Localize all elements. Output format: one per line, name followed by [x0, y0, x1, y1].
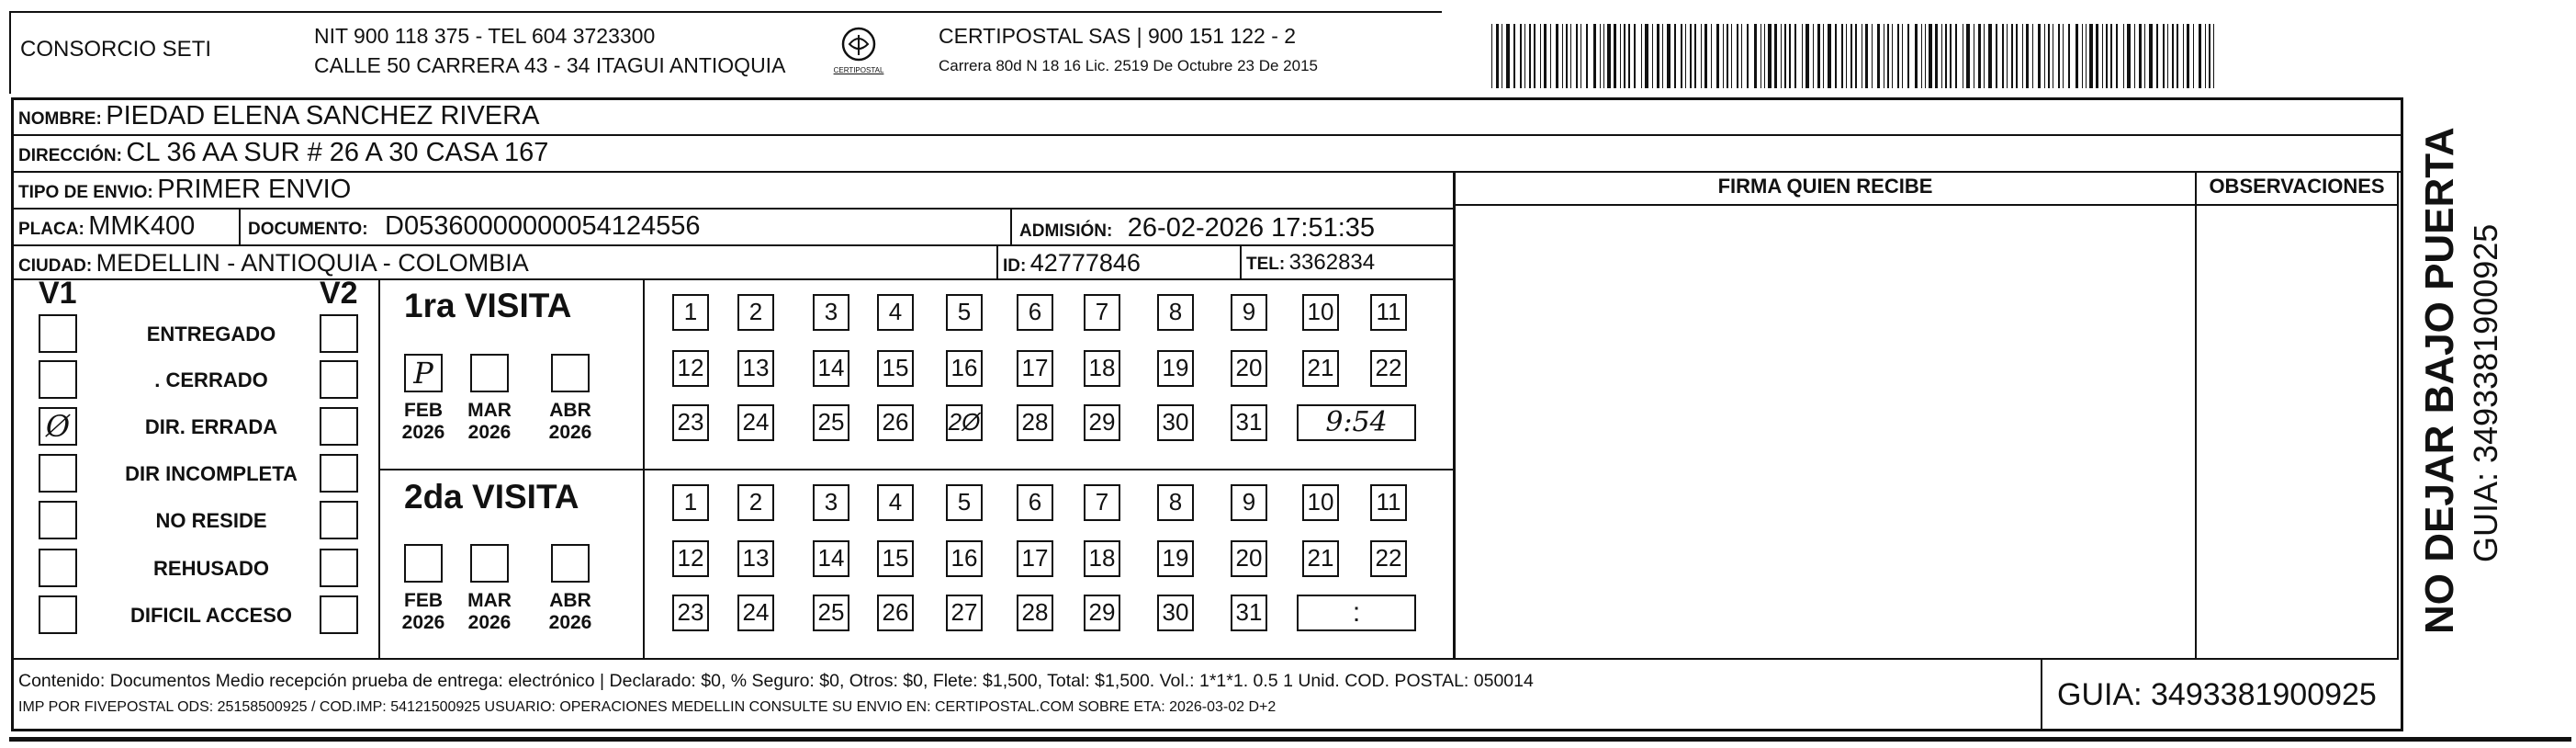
- admission-field: [1019, 208, 1375, 244]
- day-box[interactable]: 17: [1017, 540, 1053, 577]
- day-box[interactable]: 23: [672, 404, 709, 441]
- day-box[interactable]: 1: [672, 294, 709, 331]
- day-box[interactable]: 12: [672, 350, 709, 387]
- day-box[interactable]: 15: [877, 350, 914, 387]
- day-box[interactable]: 2: [737, 294, 774, 331]
- month-label: [395, 400, 452, 444]
- logo-text: CERTIPOSTAL: [833, 66, 884, 74]
- side-guia: GUIA: 3493381900925: [2467, 223, 2504, 562]
- day-box[interactable]: 24: [737, 404, 774, 441]
- status-option-label: NO RESIDE: [155, 509, 267, 532]
- footer-guia: GUIA: 3493381900925: [2057, 677, 2377, 712]
- id-label: ID:: [1003, 256, 1027, 276]
- footer-line2: IMP POR FIVEPOSTAL ODS: 25158500925 / COD.IMP: 54121500925 USUARIO: OPERACIONES MEDELLIN CONSULTE SU ENVIO EN: CERTIPOSTAL.COM SOBRE ETA: 2026-03-02 D+2: [18, 699, 1277, 715]
- day-box[interactable]: 2: [737, 484, 774, 521]
- day-box[interactable]: 20: [1231, 540, 1267, 577]
- day-box[interactable]: 22: [1370, 350, 1407, 387]
- v2-checkbox[interactable]: [320, 360, 358, 399]
- carrier-line: CERTIPOSTAL SAS | 900 151 122 - 2: [939, 24, 1297, 48]
- month-checkbox[interactable]: [470, 544, 509, 583]
- v2-checkbox[interactable]: [320, 501, 358, 539]
- month-checkbox[interactable]: [470, 354, 509, 392]
- day-box[interactable]: 18: [1084, 540, 1120, 577]
- day-box[interactable]: 3: [813, 294, 849, 331]
- month-year: 2026: [467, 612, 512, 633]
- observations-area[interactable]: [2198, 206, 2396, 656]
- day-box[interactable]: 5: [946, 484, 983, 521]
- day-box[interactable]: 30: [1157, 595, 1194, 631]
- name-field: [18, 97, 539, 134]
- document-field: [248, 208, 701, 244]
- month-label: [395, 590, 452, 634]
- month-name: ABR: [549, 400, 591, 421]
- month-name: MAR: [467, 400, 512, 421]
- document-label: DOCUMENTO:: [248, 220, 368, 239]
- month-name: MAR: [467, 590, 512, 611]
- day-box[interactable]: 29: [1084, 595, 1120, 631]
- visit1-title: 1ra VISITA: [404, 287, 572, 324]
- day-box[interactable]: 12: [672, 540, 709, 577]
- day-box[interactable]: 15: [877, 540, 914, 577]
- plate-field: [18, 208, 195, 244]
- admission-value: 26-02-2026 17:51:35: [1127, 213, 1376, 243]
- day-box[interactable]: 28: [1017, 595, 1053, 631]
- status-option-label: . CERRADO: [154, 368, 268, 391]
- day-box[interactable]: 6: [1017, 294, 1053, 331]
- day-box[interactable]: 27: [946, 595, 983, 631]
- month-label: [542, 400, 599, 444]
- id-field: [1003, 244, 1141, 278]
- recipient-name: PIEDAD ELENA SANCHEZ RIVERA: [106, 101, 540, 130]
- day-box[interactable]: 26: [877, 595, 914, 631]
- v2-checkbox[interactable]: [320, 454, 358, 493]
- address-label: DIRECCIÓN:: [18, 146, 122, 165]
- day-box[interactable]: 17: [1017, 350, 1053, 387]
- v1-checkbox[interactable]: Ø: [39, 407, 77, 446]
- month-year: 2026: [401, 612, 445, 633]
- city-field: [18, 244, 529, 278]
- month-year: 2026: [548, 422, 592, 443]
- type-field: [18, 171, 351, 208]
- month-checkbox[interactable]: [404, 544, 443, 583]
- day-box[interactable]: 11: [1370, 484, 1407, 521]
- day-box[interactable]: 2Ø: [946, 404, 983, 441]
- license-line: Carrera 80d N 18 16 Lic. 2519 De Octubre 23 De 2015: [939, 57, 1318, 74]
- month-checkbox[interactable]: P: [404, 354, 443, 392]
- month-year: 2026: [467, 422, 512, 443]
- day-box[interactable]: 9: [1231, 484, 1267, 521]
- v1-header: V1: [39, 276, 77, 311]
- address-field: [18, 134, 548, 171]
- month-checkbox[interactable]: [551, 354, 590, 392]
- admission-label: ADMISIÓN:: [1019, 221, 1113, 241]
- document-value: D05360000000054124556: [385, 211, 701, 241]
- day-box[interactable]: 13: [737, 540, 774, 577]
- day-box[interactable]: 10: [1302, 484, 1339, 521]
- day-box[interactable]: 4: [877, 484, 914, 521]
- v2-header: V2: [320, 276, 358, 311]
- day-box[interactable]: 14: [813, 540, 849, 577]
- nit-line: NIT 900 118 375 - TEL 604 3723300: [314, 24, 656, 48]
- day-box[interactable]: 29: [1084, 404, 1120, 441]
- address-line: CALLE 50 CARRERA 43 - 34 ITAGUI ANTIOQUIA: [314, 53, 786, 77]
- tel-field: [1246, 244, 1375, 278]
- day-box[interactable]: 22: [1370, 540, 1407, 577]
- day-box[interactable]: 13: [737, 350, 774, 387]
- day-box[interactable]: 7: [1084, 484, 1120, 521]
- recipient-address: CL 36 AA SUR # 26 A 30 CASA 167: [126, 138, 549, 167]
- month-label: [461, 400, 518, 444]
- day-box[interactable]: 7: [1084, 294, 1120, 331]
- day-box[interactable]: 21: [1302, 540, 1339, 577]
- day-box[interactable]: 16: [946, 350, 983, 387]
- day-box[interactable]: 28: [1017, 404, 1053, 441]
- day-box[interactable]: 9: [1231, 294, 1267, 331]
- status-option-label: DIFICIL ACCESO: [129, 604, 292, 627]
- status-option-label: DIR. ERRADA: [144, 415, 278, 438]
- day-box[interactable]: 11: [1370, 294, 1407, 331]
- plate-value: MMK400: [88, 211, 196, 241]
- day-box[interactable]: 4: [877, 294, 914, 331]
- status-option-label: DIR INCOMPLETA: [125, 462, 298, 485]
- time-box[interactable]: :: [1297, 595, 1416, 631]
- day-box[interactable]: 8: [1157, 294, 1194, 331]
- signature-area[interactable]: [1457, 206, 2193, 656]
- day-box[interactable]: 26: [877, 404, 914, 441]
- day-box[interactable]: 16: [946, 540, 983, 577]
- type-label: TIPO DE ENVIO:: [18, 183, 153, 202]
- barcode: [1491, 24, 2221, 88]
- signature-header: FIRMA QUIEN RECIBE: [1717, 175, 1933, 198]
- day-box[interactable]: 3: [813, 484, 849, 521]
- status-option-label: ENTREGADO: [146, 323, 276, 346]
- day-box[interactable]: 19: [1157, 350, 1194, 387]
- observations-header: OBSERVACIONES: [2209, 175, 2385, 198]
- city-label: CIUDAD:: [18, 256, 93, 276]
- day-box[interactable]: 8: [1157, 484, 1194, 521]
- day-box[interactable]: 21: [1302, 350, 1339, 387]
- v2-checkbox[interactable]: [320, 314, 358, 353]
- name-label: NOMBRE:: [18, 109, 102, 129]
- day-box[interactable]: 23: [672, 595, 709, 631]
- day-box[interactable]: 1: [672, 484, 709, 521]
- day-box[interactable]: 19: [1157, 540, 1194, 577]
- month-name: FEB: [404, 590, 443, 611]
- day-box[interactable]: 10: [1302, 294, 1339, 331]
- month-year: 2026: [401, 422, 445, 443]
- day-box[interactable]: 31: [1231, 404, 1267, 441]
- month-year: 2026: [548, 612, 592, 633]
- day-box[interactable]: 31: [1231, 595, 1267, 631]
- day-box[interactable]: 30: [1157, 404, 1194, 441]
- month-label: [461, 590, 518, 634]
- v2-checkbox[interactable]: [320, 407, 358, 446]
- day-box[interactable]: 25: [813, 595, 849, 631]
- id-value: 42777846: [1029, 249, 1141, 277]
- shipment-type: PRIMER ENVIO: [157, 175, 352, 204]
- tel-value: 3362834: [1288, 250, 1376, 275]
- month-label: [542, 590, 599, 634]
- day-box[interactable]: 25: [813, 404, 849, 441]
- footer-line1: Contenido: Documentos Medio recepción prueba de entrega: electrónico | Declarado: $0, % Seguro: $0, Otros: $0, Flete: $1,500, Total: $1,500. Vol.: 1*1*1. 0.5 1 Unid. COD. POSTAL: 050014: [18, 671, 1534, 691]
- certipostal-logo: [831, 24, 886, 83]
- day-box[interactable]: 20: [1231, 350, 1267, 387]
- day-box[interactable]: 18: [1084, 350, 1120, 387]
- tel-label: TEL:: [1246, 255, 1286, 274]
- day-box[interactable]: 5: [946, 294, 983, 331]
- day-box[interactable]: 6: [1017, 484, 1053, 521]
- month-name: FEB: [404, 400, 443, 421]
- company-name: CONSORCIO SETI: [20, 37, 212, 62]
- month-checkbox[interactable]: [551, 544, 590, 583]
- day-box[interactable]: 24: [737, 595, 774, 631]
- v2-checkbox[interactable]: [320, 549, 358, 587]
- v2-checkbox[interactable]: [320, 595, 358, 634]
- time-box[interactable]: 9:54: [1297, 404, 1416, 441]
- status-option-label: REHUSADO: [153, 557, 269, 580]
- city-value: MEDELLIN - ANTIOQUIA - COLOMBIA: [96, 249, 529, 277]
- visit2-title: 2da VISITA: [404, 478, 579, 516]
- day-box[interactable]: 14: [813, 350, 849, 387]
- side-warning: NO DEJAR BAJO PUERTA: [2417, 127, 2462, 634]
- month-name: ABR: [549, 590, 591, 611]
- plate-label: PLACA:: [18, 220, 84, 239]
